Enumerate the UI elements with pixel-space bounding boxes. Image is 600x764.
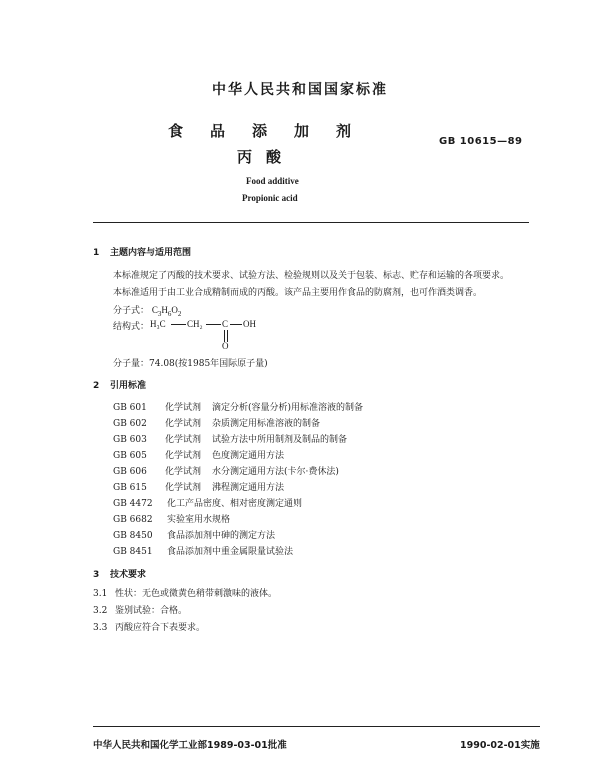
struct-ch2: CH₂ bbox=[187, 319, 203, 329]
formula-label: 分子式： bbox=[113, 306, 150, 316]
structural-formula-label: 结构式： bbox=[113, 322, 150, 332]
section-title: 主题内容与适用范围 bbox=[110, 248, 192, 258]
reference-item: GB 6682 实验室用水规格 bbox=[113, 515, 231, 525]
scope-paragraph-1: 本标准规定了丙酸的技术要求、试验方法、检验规则以及关于包装、标志、贮存和运输的各项要求。 bbox=[113, 271, 510, 281]
standard-number: GB 10615—89 bbox=[439, 136, 523, 147]
reference-item: GB 4472 化工产品密度、相对密度测定通则 bbox=[113, 499, 303, 509]
struct-oxygen: O bbox=[222, 341, 229, 351]
document-subtitle: 丙酸 bbox=[237, 148, 296, 166]
reference-item: GB 601 化学试剂 滴定分析(容量分析)用标准溶液的制备 bbox=[113, 403, 364, 413]
document-title: 食品添加剂 bbox=[168, 122, 379, 140]
formula-value: $C_3H_6O_2$ bbox=[151, 305, 182, 318]
section-2-heading bbox=[93, 378, 146, 391]
reference-item: GB 605 化学试剂 色度测定通用方法 bbox=[113, 451, 285, 461]
reference-item: GB 603 化学试剂 试验方法中所用制剂及制品的制备 bbox=[113, 435, 348, 445]
section-number: 1 bbox=[93, 248, 100, 258]
scope-paragraph-2: 本标准适用于由工业合成精制而成的丙酸。该产品主要用作食品的防腐剂，也可作酒类调香。 bbox=[113, 288, 483, 298]
bond-line bbox=[206, 324, 221, 325]
section-3-heading bbox=[93, 567, 146, 580]
struct-carbon: C bbox=[222, 319, 229, 329]
reference-item: GB 615 化学试剂 沸程测定通用方法 bbox=[113, 483, 285, 493]
section-title: 技术要求 bbox=[110, 570, 147, 580]
reference-item: GB 8450 食品添加剂中砷的测定方法 bbox=[113, 531, 276, 541]
requirement-item: 3.3 丙酸应符合下表要求。 bbox=[93, 623, 206, 633]
molecular-weight: 分子量：74.08(按1985年国际原子量) bbox=[113, 359, 268, 369]
header-divider bbox=[93, 222, 529, 223]
molecular-formula bbox=[113, 303, 181, 318]
reference-item: GB 602 化学试剂 杂质测定用标准溶液的制备 bbox=[113, 419, 321, 429]
bond-line bbox=[230, 324, 242, 325]
section-number: 3 bbox=[93, 570, 100, 580]
reference-item: GB 606 化学试剂 水分测定通用方法(卡尔·费休法) bbox=[113, 467, 339, 477]
struct-oh: OH bbox=[243, 319, 256, 329]
english-subtitle: Propionic acid bbox=[242, 193, 298, 203]
requirement-item: 3.2 鉴别试验：合格。 bbox=[93, 606, 188, 616]
english-title: Food additive bbox=[246, 176, 299, 186]
section-title: 引用标准 bbox=[110, 381, 147, 391]
implementation-date: 1990-02-01实施 bbox=[460, 740, 540, 751]
section-1-heading bbox=[93, 245, 191, 258]
footer-divider bbox=[93, 726, 540, 727]
approval-line: 中华人民共和国化学工业部1989-03-01批准 bbox=[93, 740, 287, 751]
struct-h3c: H₃C bbox=[150, 319, 166, 329]
issuing-authority: 中华人民共和国国家标准 bbox=[212, 82, 388, 98]
section-number: 2 bbox=[93, 381, 100, 391]
reference-item: GB 8451 食品添加剂中重金属限量试验法 bbox=[113, 547, 294, 557]
requirement-item: 3.1 性状：无色或微黄色稍带刺激味的液体。 bbox=[93, 589, 278, 599]
bond-line bbox=[171, 324, 186, 325]
